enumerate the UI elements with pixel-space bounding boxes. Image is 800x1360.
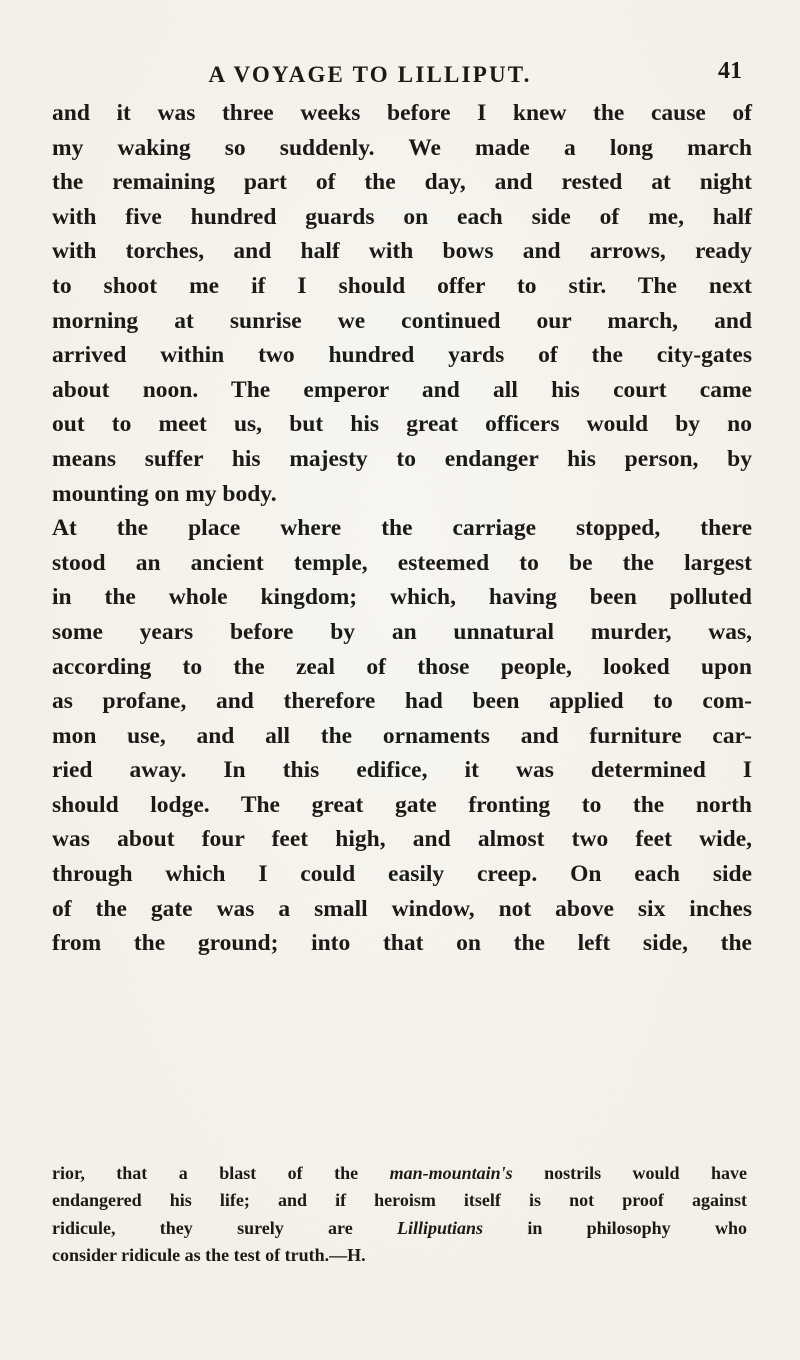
footnote-text: nostrils would have (512, 1163, 748, 1183)
text-line: with five hundred guards on each side of me, half (52, 203, 752, 230)
footnote-text: in philosophy who (483, 1217, 747, 1238)
footnote-text: rior, that a blast of the (52, 1163, 390, 1183)
text-line: out to meet us, but his great officers would by no (52, 411, 752, 438)
text-line: was about four feet high, and almost two feet wide, (52, 826, 752, 853)
text-line: according to the zeal of those people, looked upon (52, 653, 752, 680)
text-line: in the whole kingdom; which, having been polluted (52, 584, 752, 611)
text-line: some years before by an unnatural murder, was, (52, 618, 752, 645)
paragraph-start-line: At the place where the carriage stopped, there (52, 515, 752, 542)
running-title: A VOYAGE TO LILLIPUT. (208, 62, 532, 87)
text-line: my waking so suddenly. We made a long march (52, 134, 752, 161)
text-line: ried away. In this edifice, it was determined I (52, 757, 752, 784)
footnote-line: endangered his life; and if heroism itself is not proof against (52, 1190, 747, 1211)
footnote-line (52, 1215, 747, 1242)
footnote-line (52, 1160, 747, 1187)
text-line: with torches, and half with bows and arrows, ready (52, 238, 752, 265)
text-line: about noon. The emperor and all his court came (52, 376, 752, 403)
footnote (52, 1160, 747, 1270)
text-line: from the ground; into that on the left side, the (52, 930, 752, 957)
text-line: means suffer his majesty to endanger his person, by (52, 445, 752, 472)
text-line: should lodge. The great gate fronting to the north (52, 791, 752, 818)
body-text (52, 96, 752, 961)
text-line: stood an ancient temple, esteemed to be the largest (52, 549, 752, 576)
page-number: 41 (718, 58, 742, 84)
text-line: as profane, and therefore had been applied to com- (52, 688, 752, 715)
footnote-italic-text: man-mountain's (389, 1163, 513, 1183)
text-line: to shoot me if I should offer to stir. The next (52, 272, 752, 299)
running-head (0, 58, 800, 94)
text-line: mounting on my body. (52, 480, 277, 507)
text-line: morning at sunrise we continued our march, and (52, 307, 752, 334)
text-line: mon use, and all the ornaments and furniture car- (52, 722, 752, 749)
text-line: through which I could easily creep. On each side (52, 861, 752, 888)
footnote-line: consider ridicule as the test of truth.—H. (52, 1245, 366, 1266)
text-line: of the gate was a small window, not above six inches (52, 895, 752, 922)
text-line: and it was three weeks before I knew the cause of (52, 100, 752, 126)
text-line: the remaining part of the day, and rested at night (52, 169, 752, 196)
text-line: arrived within two hundred yards of the city-gates (52, 342, 752, 369)
footnote-text: ridicule, they surely are (52, 1217, 397, 1238)
footnote-italic-text: Lilliputians (397, 1217, 484, 1238)
